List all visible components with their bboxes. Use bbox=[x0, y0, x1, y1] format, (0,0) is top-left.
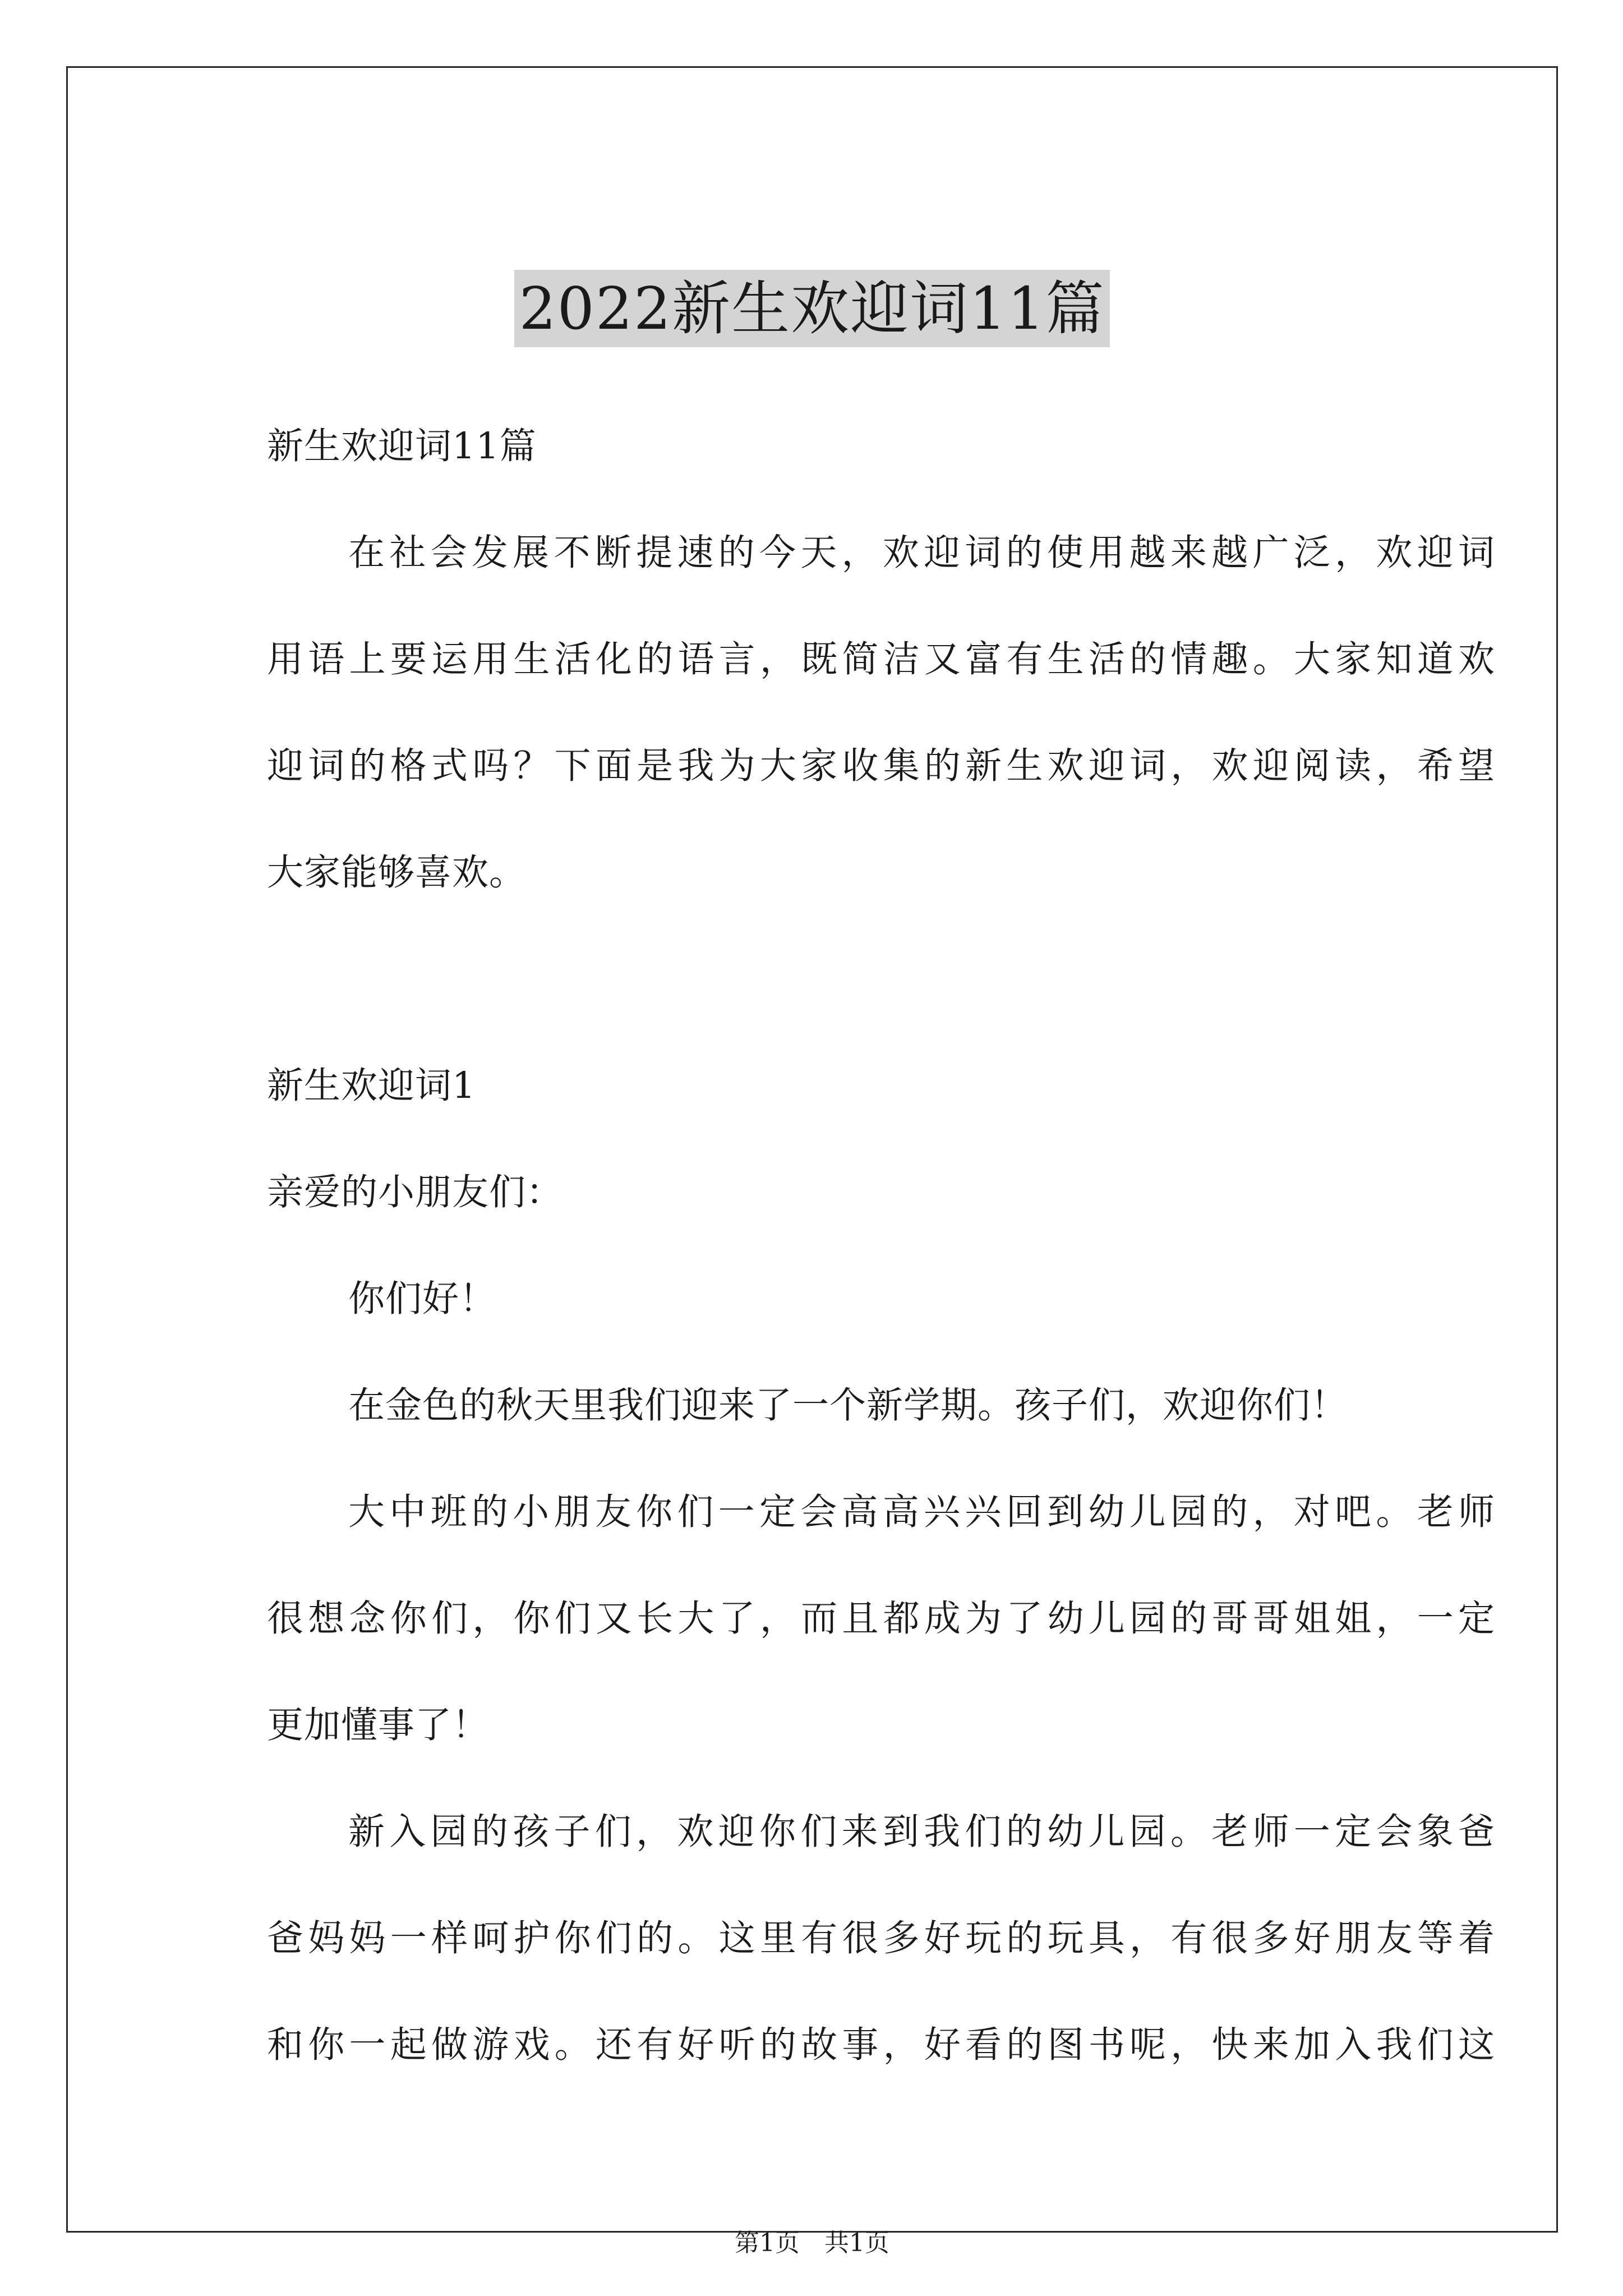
paragraph-2-line-1: 大中班的小朋友你们一定会高高兴兴回到幼儿园的，对吧。老师 bbox=[348, 1491, 1495, 1533]
paragraph-2-line-2: 很想念你们，你们又长大了，而且都成为了幼儿园的哥哥姐姐，一定 bbox=[267, 1598, 1495, 1640]
salutation: 亲爱的小朋友们： bbox=[267, 1171, 564, 1213]
intro-line-2: 用语上要运用生活化的语言，既简洁又富有生活的情趣。大家知道欢 bbox=[267, 638, 1495, 680]
paragraph-gap bbox=[267, 943, 1495, 1050]
paragraph-1: 在金色的秋天里我们迎来了一个新学期。孩子们，欢迎你们！ bbox=[348, 1384, 1348, 1427]
paragraph-3-line-2: 爸妈妈一样呵护你们的。这里有很多好玩的玩具，有很多好朋友等着 bbox=[267, 1917, 1495, 1959]
intro-line-1: 在社会发展不断提速的今天，欢迎词的使用越来越广泛，欢迎词 bbox=[348, 532, 1495, 574]
paragraph-3-line-3: 和你一起做游戏。还有好听的故事，好看的图书呢，快来加入我们这 bbox=[267, 2024, 1495, 2066]
document-title: 2022新生欢迎词11篇 bbox=[514, 270, 1109, 347]
document-body bbox=[267, 410, 1495, 2115]
page-footer bbox=[68, 2226, 1556, 2260]
paragraph-2-line-3: 更加懂事了！ bbox=[267, 1704, 490, 1746]
intro-line-3: 迎词的格式吗？下面是我为大家收集的新生欢迎词，欢迎阅读，希望 bbox=[267, 745, 1495, 787]
document-subtitle: 新生欢迎词11篇 bbox=[267, 425, 537, 467]
paragraph-3-line-1: 新入园的孩子们，欢迎你们来到我们的幼儿园。老师一定会象爸 bbox=[348, 1811, 1495, 1853]
intro-line-4: 大家能够喜欢。 bbox=[267, 852, 527, 894]
title-area bbox=[68, 270, 1556, 347]
greeting: 你们好！ bbox=[348, 1278, 497, 1320]
section-heading: 新生欢迎词1 bbox=[267, 1065, 476, 1107]
page-frame bbox=[66, 66, 1558, 2257]
page-number-label: 第1页 共1页 bbox=[735, 2229, 889, 2257]
